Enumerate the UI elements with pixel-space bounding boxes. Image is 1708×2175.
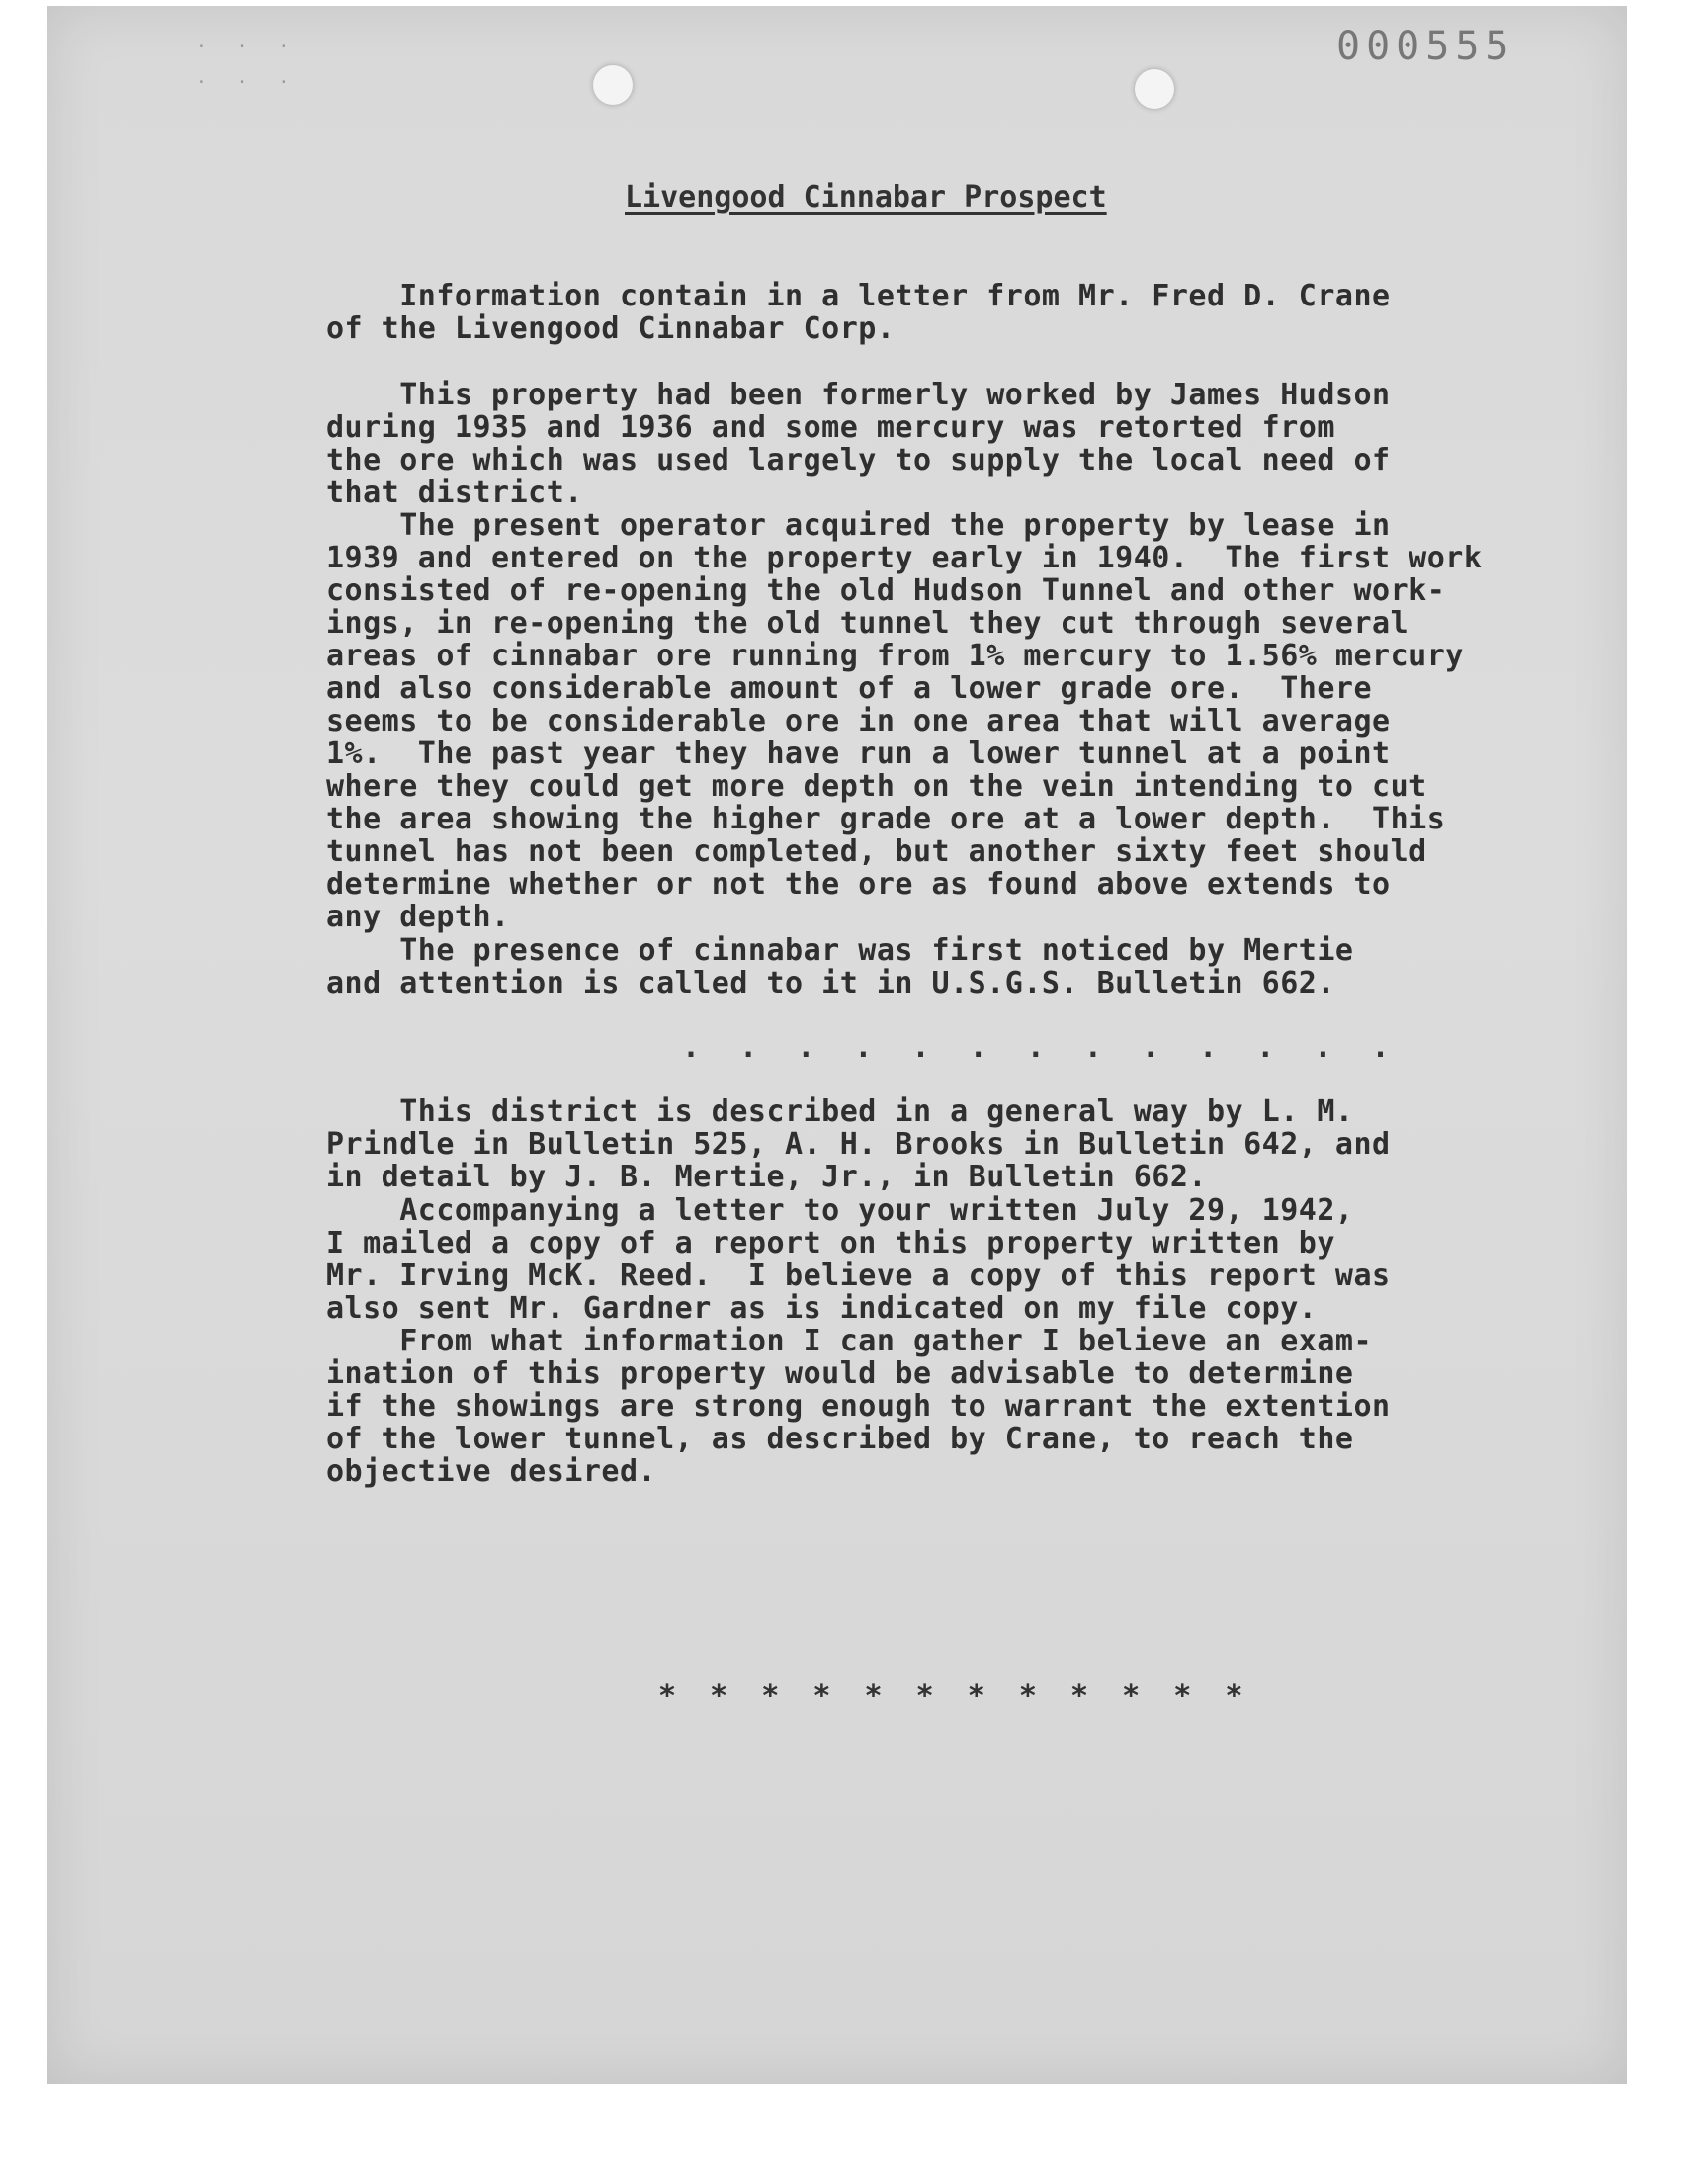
paragraph-cinnabar-presence: The presence of cinnabar was first noticed by Mertie and attention is called to it in U.S.G.S. Bulletin 662. <box>326 933 1354 1000</box>
star-separator: * * * * * * * * * * * * <box>658 1679 1251 1713</box>
punch-hole-right <box>1135 69 1174 109</box>
document-number: 000555 <box>1336 24 1515 69</box>
paper-specks: · · · · · · <box>196 37 299 93</box>
paragraph-present-operator: The present operator acquired the property by lease in 1939 and entered on the property early in 1940. The first work consisted of re-opening the old Hudson Tunnel and other work- ings, in re-opening the old tunnel they cut through several areas of cinnabar ore running from 1% mercury to 1.56% mercury and also considerable amount of a lower grade ore. There seems to be considerable ore in one area that will average 1%. The past year they have run a lower tunnel at a point where they could get more depth on the vein intending to cut the area showing the higher grade ore at a lower depth. This tunnel has not been completed, but another sixty feet should determine whether or not the ore as found above extends to any depth. <box>326 508 1483 934</box>
paragraph-report-copy: Accompanying a letter to your written July 29, 1942, I mailed a copy of a report on this property written by Mr. Irving McK. Reed. I believe a copy of this report was also sent Mr. Gardner as is indicated on my file copy. <box>326 1193 1391 1326</box>
punch-hole-left <box>593 65 633 105</box>
paragraph-district-description: This district is described in a general way by L. M. Prindle in Bulletin 525, A. H. Brooks in Bulletin 642, and in detail by J. B. Mertie, Jr., in Bulletin 662. <box>326 1094 1391 1194</box>
paragraph-history: This property had been formerly worked by James Hudson during 1935 and 1936 and some mercury was retorted from the ore which was used largely to supply the local need of that district. <box>326 378 1391 510</box>
dotted-separator: . . . . . . . . . . . . . <box>682 1030 1401 1065</box>
paragraph-source-letter: Information contain in a letter from Mr. Fred D. Crane of the Livengood Cinnabar Corp. <box>326 279 1391 346</box>
paragraph-recommendation: From what information I can gather I believe an exam- ination of this property would be advisable to determine if the showings are strong enough to warrant the extention of the lower tunnel, as described by Crane, to reach the objective desired. <box>326 1324 1391 1489</box>
page-title: Livengood Cinnabar Prospect <box>625 180 1107 215</box>
